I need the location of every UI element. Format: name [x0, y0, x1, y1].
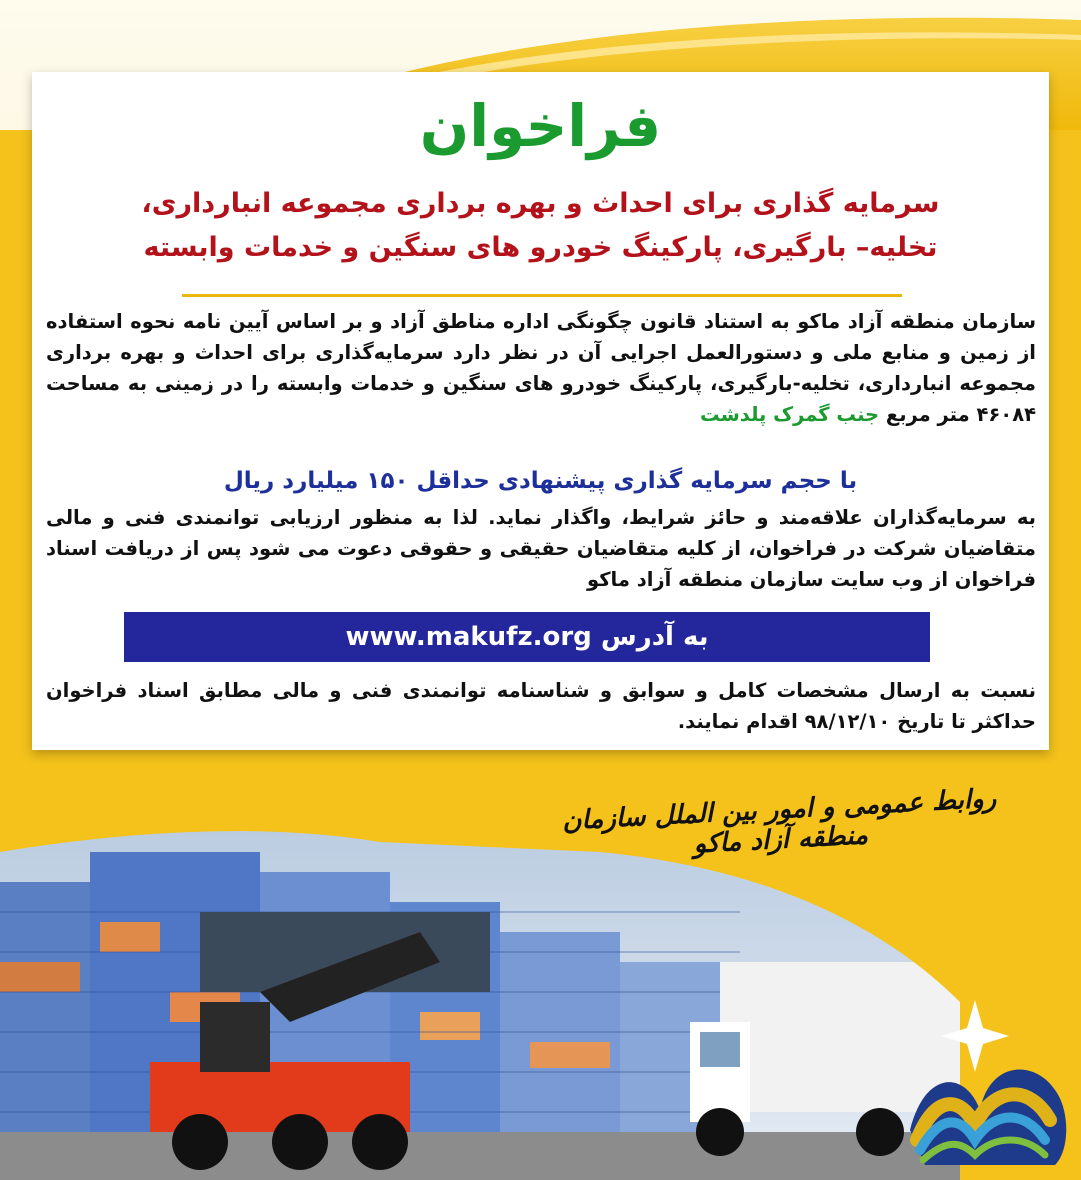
signature-text: روابط عمومی و امور بین الملل سازمان منطقه آزاد ماکو [561, 783, 997, 860]
location-highlight: جنب گمرک پلدشت [699, 403, 880, 426]
notice-paragraph-3: نسبت به ارسال مشخصات کامل و سوابق و شناسنامه توانمندی فنی و مالی مطابق اسناد فراخوان حداکثر تا تاریخ ۹۸/۱۲/۱۰ اقدام نمایند. [46, 679, 1036, 733]
notice-heading: فراخوان [419, 92, 662, 160]
notice-subtitle-line-2: تخلیه– بارگیری، پارکینگ خودرو های سنگین و خدمات وابسته [143, 232, 938, 263]
maku-free-zone-logo [905, 1000, 1075, 1175]
address-bar [124, 612, 930, 662]
notice-subtitle-line-1: سرمایه گذاری برای احداث و بهره برداری مجموعه انبارداری، [141, 188, 940, 219]
notice-card [32, 72, 1049, 750]
divider-line [182, 294, 902, 297]
paragraph-1-text: سازمان منطقه آزاد ماکو به استناد قانون چگونگی اداره مناطق آزاد و بر اساس آیین نامه نحوه استفاده از زمین و منابع ملی و دستورالعمل اجرایی آن در نظر دارد سرمایه‌گذاری برای احداث و بهره برداری مجموعه انبارداری، تخلیه-بارگیری، پارکینگ خودرو های سنگین و خدمات وابسته را در زمینی به مساحت ۴۶۰۸۴ متر مربع [46, 310, 1036, 426]
notice-paragraph-2: به سرمایه‌گذاران علاقه‌مند و حائز شرایط، واگذار نماید. لذا به منظور ارزیابی توانمندی فنی و مالی متقاضیان شرکت در فراخوان، از کلیه متقاضیان حقیقی و حقوقی دعوت می شود پس از دریافت اسناد فراخوان از وب سایت سازمان منطقه آزاد ماکو [46, 506, 1036, 591]
investment-amount: با حجم سرمایه گذاری پیشنهادی حداقل ۱۵۰ میلیارد ریال [223, 468, 858, 494]
website-link[interactable]: www.makufz.org [345, 622, 592, 652]
notice-paragraph-1 [46, 306, 1036, 430]
address-label: به آدرس [600, 622, 709, 652]
sparkle-star-icon [941, 1000, 1009, 1072]
port-containers-photo [0, 812, 960, 1180]
